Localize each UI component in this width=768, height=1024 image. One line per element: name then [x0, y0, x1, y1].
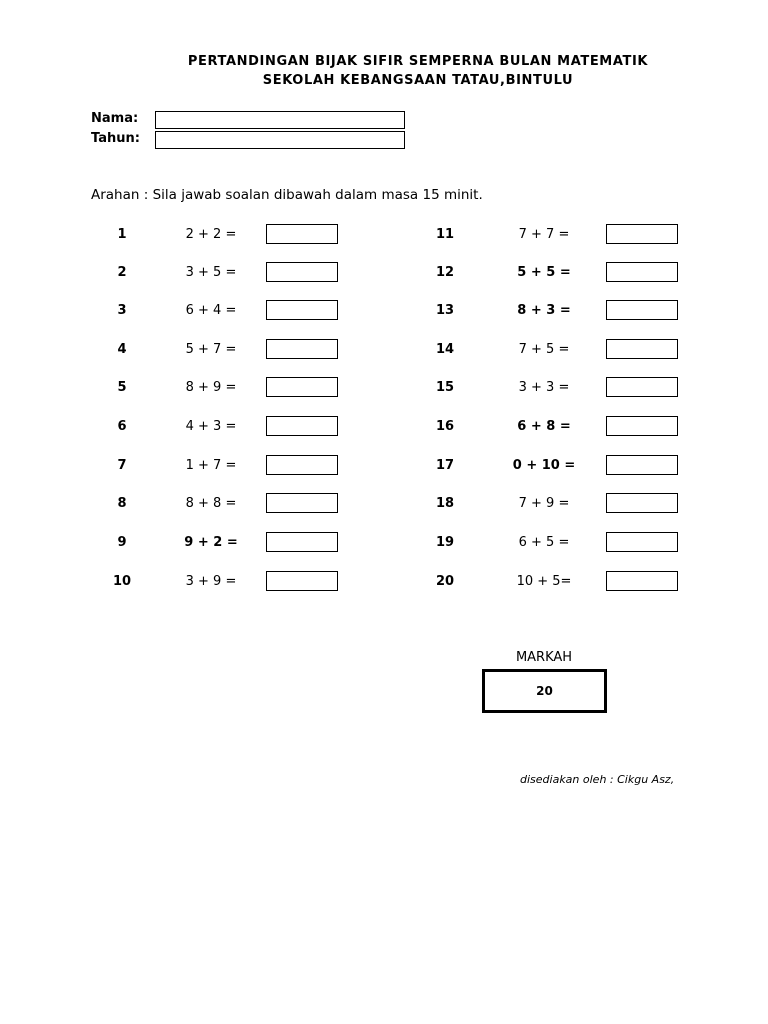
tahun-field[interactable] [155, 131, 405, 149]
answer-box[interactable] [606, 377, 678, 397]
instructions: Arahan : Sila jawab soalan dibawah dalam masa 15 minit. [91, 187, 483, 203]
question-number: 17 [435, 458, 455, 473]
question-row [0, 493, 768, 515]
question-number: 7 [117, 458, 127, 473]
question-row [0, 571, 768, 593]
question-number: 15 [435, 380, 455, 395]
question-expression: 3 + 5 = [185, 265, 237, 280]
question-expression: 6 + 5 = [518, 535, 570, 550]
question-number: 13 [435, 303, 455, 318]
question-row [0, 532, 768, 554]
question-number: 4 [117, 342, 127, 357]
question-expression: 8 + 8 = [185, 496, 237, 511]
nama-field[interactable] [155, 111, 405, 129]
question-expression: 0 + 10 = [512, 458, 576, 473]
question-number: 12 [435, 265, 455, 280]
question-expression: 6 + 4 = [185, 303, 237, 318]
markah-box: 20 [482, 669, 607, 713]
question-expression: 2 + 2 = [185, 227, 237, 242]
question-expression: 6 + 8 = [517, 419, 571, 434]
question-number: 10 [112, 574, 132, 589]
question-number: 14 [435, 342, 455, 357]
answer-box[interactable] [606, 493, 678, 513]
question-number: 3 [117, 303, 127, 318]
question-expression: 7 + 7 = [518, 227, 570, 242]
question-expression: 8 + 9 = [185, 380, 237, 395]
question-row [0, 224, 768, 246]
title-line-1: PERTANDINGAN BIJAK SIFIR SEMPERNA BULAN MATEMATIK [187, 54, 649, 69]
answer-box[interactable] [606, 455, 678, 475]
nama-label: Nama: [91, 111, 139, 126]
markah-label: MARKAH [515, 650, 573, 665]
question-expression: 10 + 5= [516, 574, 572, 589]
question-number: 2 [117, 265, 127, 280]
question-row [0, 416, 768, 438]
question-expression: 7 + 9 = [518, 496, 570, 511]
answer-box[interactable] [606, 339, 678, 359]
question-expression: 7 + 5 = [518, 342, 570, 357]
title-line-2: SEKOLAH KEBANGSAAN TATAU,BINTULU [262, 73, 574, 88]
question-expression: 5 + 7 = [185, 342, 237, 357]
question-expression: 5 + 5 = [517, 265, 571, 280]
question-number: 9 [117, 535, 127, 550]
question-number: 5 [117, 380, 127, 395]
answer-box[interactable] [606, 262, 678, 282]
question-number: 8 [117, 496, 127, 511]
question-row [0, 377, 768, 399]
question-expression: 3 + 3 = [518, 380, 570, 395]
question-number: 11 [435, 227, 455, 242]
question-expression: 3 + 9 = [185, 574, 237, 589]
tahun-label: Tahun: [91, 131, 140, 146]
question-number: 16 [435, 419, 455, 434]
question-number: 18 [435, 496, 455, 511]
answer-box[interactable] [606, 300, 678, 320]
question-expression: 8 + 3 = [517, 303, 571, 318]
answer-box[interactable] [606, 224, 678, 244]
question-row [0, 339, 768, 361]
question-number: 20 [435, 574, 455, 589]
question-expression: 1 + 7 = [185, 458, 237, 473]
question-number: 6 [117, 419, 127, 434]
footer-credit: disediakan oleh : Cikgu Asz, [520, 773, 675, 786]
answer-box[interactable] [606, 416, 678, 436]
answer-box[interactable] [606, 571, 678, 591]
answer-box[interactable] [606, 532, 678, 552]
question-expression: 9 + 2 = [184, 535, 238, 550]
question-row [0, 455, 768, 477]
question-number: 1 [117, 227, 127, 242]
question-number: 19 [435, 535, 455, 550]
question-row [0, 262, 768, 284]
question-expression: 4 + 3 = [185, 419, 237, 434]
question-row [0, 300, 768, 322]
